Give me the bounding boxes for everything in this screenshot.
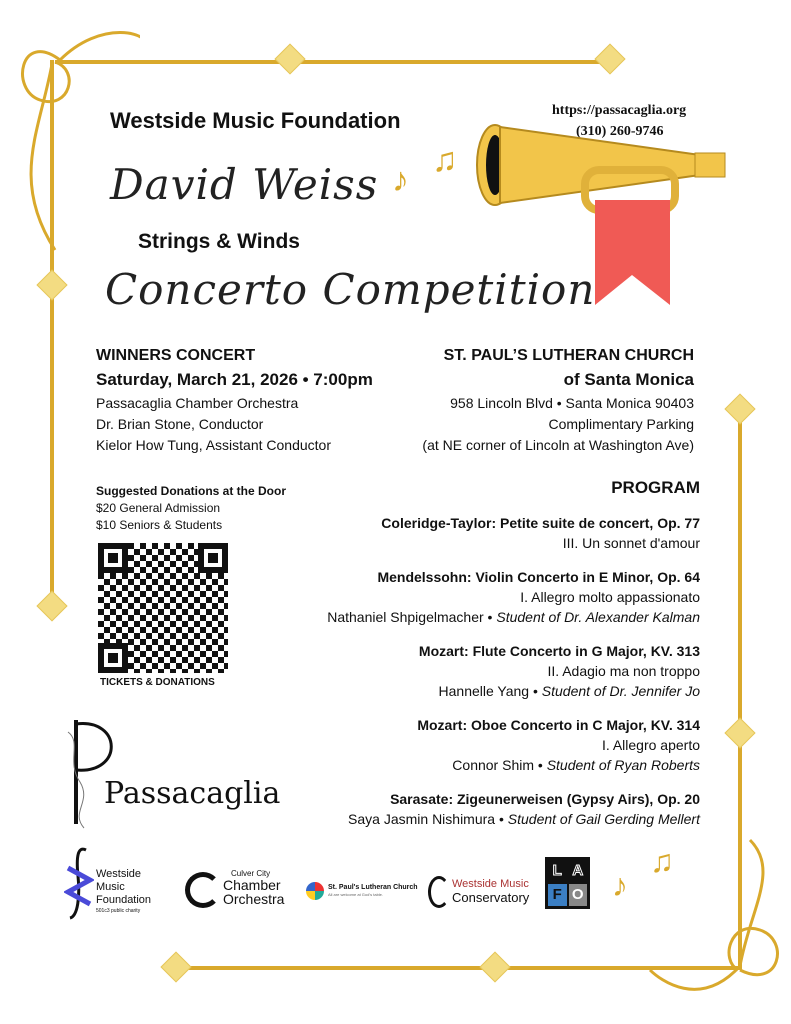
conductor: Dr. Brian Stone, Conductor xyxy=(96,416,264,432)
website-link[interactable]: https://passacaglia.org xyxy=(552,103,687,118)
donations-heading: Suggested Donations at the Door xyxy=(96,484,287,498)
program-heading: PROGRAM xyxy=(611,478,700,497)
piece-title: Sarasate: Zigeunerweisen (Gypsy Airs), Op. 20 xyxy=(390,791,700,807)
piece-title: Mendelssohn: Violin Concerto in E Minor, Op. 64 xyxy=(377,569,700,585)
diamond xyxy=(36,269,67,300)
music-note-icon: ♪ xyxy=(612,867,628,903)
piece-movement: III. Un sonnet d'amour xyxy=(562,535,700,551)
performer: Hannelle Yang xyxy=(438,683,530,699)
piece-title: Mozart: Oboe Concerto in C Major, KV. 314 xyxy=(417,717,700,733)
passacaglia-p-mark xyxy=(62,712,122,832)
orchestra: Passacaglia Chamber Orchestra xyxy=(96,395,299,411)
qr-label: TICKETS & DONATIONS xyxy=(100,677,215,688)
venue-address: 958 Lincoln Blvd • Santa Monica 90403 xyxy=(450,395,694,411)
diamond xyxy=(594,43,625,74)
org-name: Westside Music Foundation xyxy=(110,108,401,133)
honoree-name: David Weiss xyxy=(110,160,379,209)
music-note-icon: ♪ xyxy=(392,161,409,199)
diamond xyxy=(160,951,191,982)
wmf-clef-icon xyxy=(64,846,94,922)
music-notes-icon: ♫ xyxy=(432,141,458,179)
diamond xyxy=(724,393,755,424)
venue-name: ST. PAUL’S LUTHERAN CHURCH xyxy=(443,347,694,364)
general-admission: $20 General Admission xyxy=(96,501,221,515)
parking: Complimentary Parking xyxy=(548,416,694,432)
assistant-conductor: Kielor How Tung, Assistant Conductor xyxy=(96,437,332,453)
teacher: Student of Dr. Alexander Kalman xyxy=(496,609,700,625)
concert-heading: WINNERS CONCERT xyxy=(96,347,256,364)
diamond xyxy=(479,951,510,982)
competition-subtitle: Strings & Winds xyxy=(138,230,300,253)
teacher: Student of Dr. Jennifer Jo xyxy=(541,683,700,699)
phone: (310) 260-9746 xyxy=(576,124,664,139)
diamond xyxy=(724,717,755,748)
teacher: Student of Ryan Roberts xyxy=(546,757,700,773)
piece-movement: I. Allegro molto appassionato xyxy=(520,589,700,605)
performer: Saya Jasmin Nishimura xyxy=(348,811,496,827)
diamond xyxy=(274,43,305,74)
passacaglia-logo: Passacaglia xyxy=(104,776,281,811)
performer: Nathaniel Shpigelmacher xyxy=(327,609,484,625)
performer: Connor Shim xyxy=(452,757,534,773)
music-notes-icon: ♫ xyxy=(650,843,674,879)
lafo-logo: L A F O xyxy=(545,857,590,909)
qr-code[interactable] xyxy=(98,543,228,673)
piece-movement: I. Allegro aperto xyxy=(601,737,700,753)
piece-title: Mozart: Flute Concerto in G Major, KV. 313 xyxy=(418,643,700,659)
piece-movement: II. Adagio ma non troppo xyxy=(547,663,700,679)
program-list: Coleridge-Taylor: Petite suite de concert, Op. 77 III. Un sonnet d'amour Mendelssohn: Violin Concerto in E Minor, Op. 64 I. Allegro molto appassionato Nathaniel Shpigelmacher • Student of Dr. Alexander Kalman Mozart: Flute Concerto in G Major, KV. 313 II. Adagio ma non troppo Hannelle Yang • Student of Dr. Jennifer Jo Mozart: Oboe Concerto in C Major, KV. 314 I. Allegro aperto Connor Shim • Student of Ryan Roberts Sarasate: Zigeunerweisen (Gypsy Airs), Op. 20 Saya Jasmin Nishimura • Student of Gail Gerding Mellert xyxy=(290,503,700,829)
teacher: Student of Gail Gerding Mellert xyxy=(507,811,700,827)
trumpet-icon xyxy=(470,115,735,315)
competition-title: Concerto Competition xyxy=(105,265,596,314)
seniors-students: $10 Seniors & Students xyxy=(96,518,223,532)
parking-location: (at NE corner of Lincoln at Washington Ave) xyxy=(422,437,694,453)
piece-title: Coleridge-Taylor: Petite suite de concert, Op. 77 xyxy=(381,515,700,531)
diamond xyxy=(36,590,67,621)
venue-name-2: of Santa Monica xyxy=(563,370,694,389)
concert-date: Saturday, March 21, 2026 • 7:00pm xyxy=(96,370,373,389)
